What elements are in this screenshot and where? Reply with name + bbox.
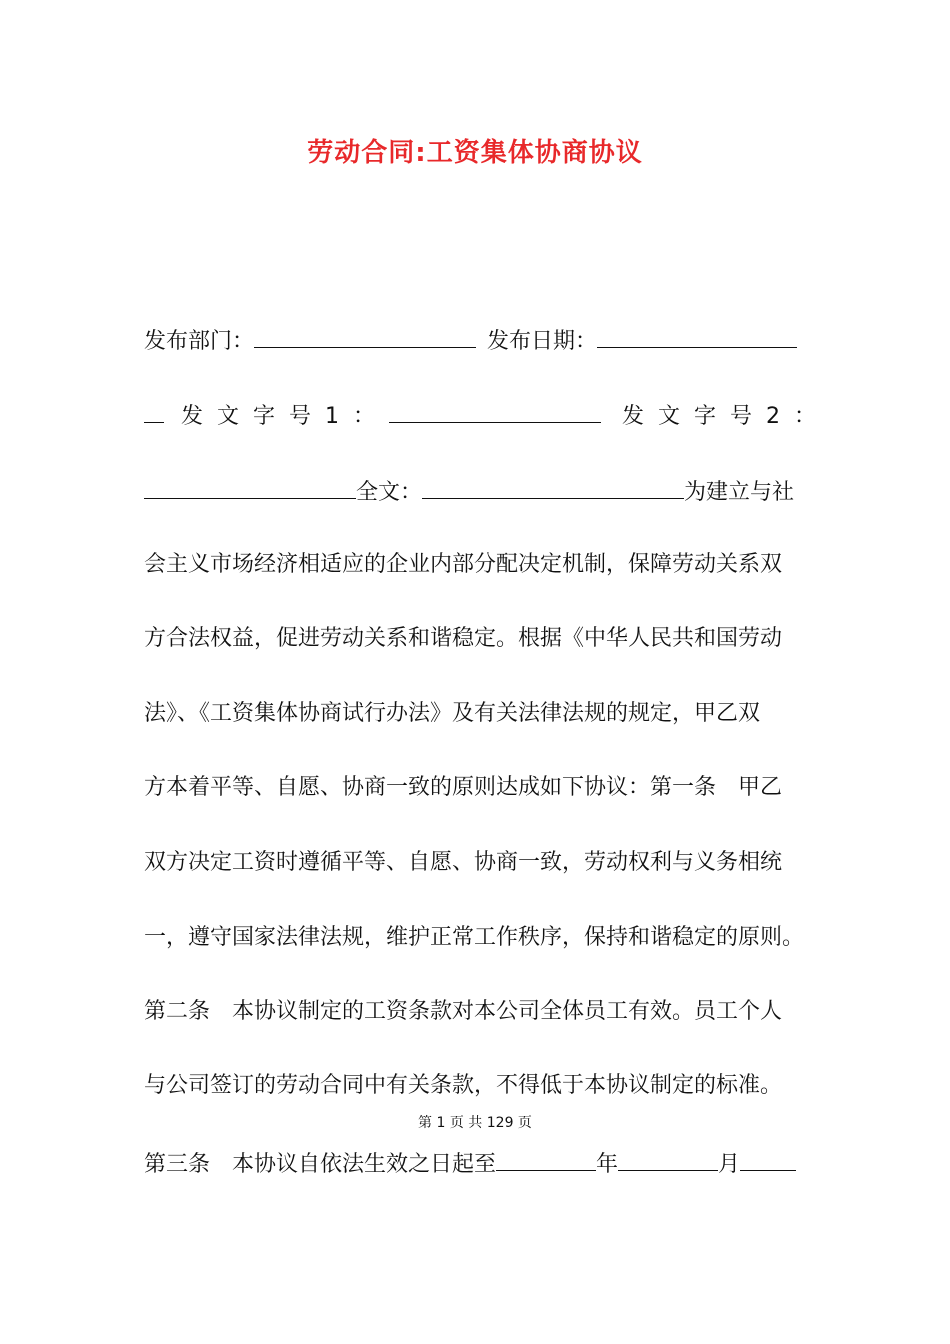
field-line-2 bbox=[144, 400, 830, 432]
date-label: 发布日期： bbox=[487, 329, 598, 354]
body-line: 会主义市场经济相适应的企业内部分配决定机制，保障劳动关系双 bbox=[144, 552, 783, 577]
year-label: 年 bbox=[596, 1152, 619, 1177]
body-line: 法》、《工资集体协商试行办法》及有关法律法规的规定，甲乙双 bbox=[144, 701, 761, 726]
article-3-text: 第三条 本协议自依法生效之日起至 bbox=[144, 1152, 497, 1177]
docno1-blank bbox=[389, 400, 601, 423]
fulltext-blank bbox=[422, 476, 684, 499]
document-title: 劳动合同:工资集体协商协议 bbox=[307, 138, 643, 168]
body-line: 双方决定工资时遵循平等、自愿、协商一致，劳动权利与义务相统 bbox=[144, 850, 783, 875]
docno1-label: 发文字号1： bbox=[181, 404, 389, 429]
dept-label: 发布部门： bbox=[144, 329, 255, 354]
month-label: 月 bbox=[718, 1152, 741, 1177]
body-line: 与公司签订的劳动合同中有关条款，不得低于本协议制定的标准。 bbox=[144, 1073, 783, 1098]
field-line-3 bbox=[144, 476, 808, 508]
body-line: 第二条 本协议制定的工资条款对本公司全体员工有效。员工个人 bbox=[144, 999, 783, 1024]
docno2-blank bbox=[144, 476, 356, 499]
year-blank bbox=[496, 1148, 596, 1171]
body-line: 一，遵守国家法律法规，维护正常工作秩序，保持和谐稳定的原则。 bbox=[144, 925, 805, 950]
date-blank bbox=[597, 325, 797, 348]
docno2-label: 发文字号2： bbox=[622, 404, 830, 429]
month-blank bbox=[618, 1148, 718, 1171]
date-blank-cont bbox=[144, 400, 164, 423]
lead-in-text: 为建立与社 bbox=[684, 480, 795, 505]
body-line: 方本着平等、自愿、协商一致的原则达成如下协议：第一条 甲乙 bbox=[144, 775, 783, 800]
dept-blank bbox=[254, 325, 476, 348]
fulltext-label: 全文： bbox=[356, 480, 423, 505]
page-footer: 第 1 页 共 129 页 bbox=[418, 1115, 532, 1131]
field-line-1 bbox=[144, 325, 808, 357]
body-line: 方合法权益，促进劳动关系和谐稳定。根据《中华人民共和国劳动 bbox=[144, 626, 783, 651]
article-3-line bbox=[144, 1148, 808, 1180]
day-blank bbox=[740, 1148, 796, 1171]
